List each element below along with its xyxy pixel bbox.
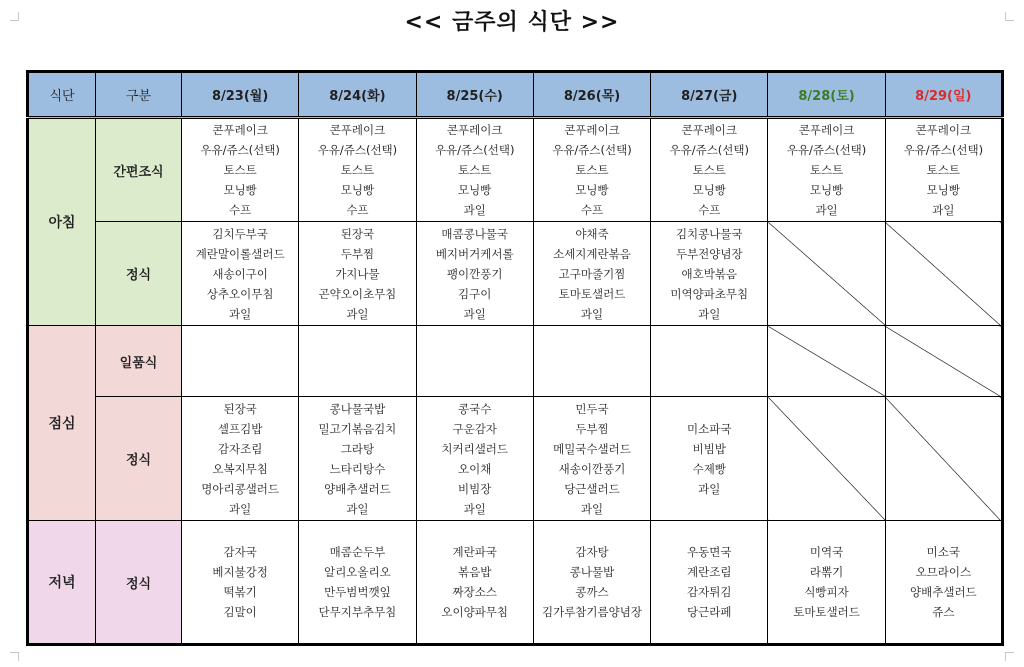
menu-item: 매콤콩나물국 [441, 226, 509, 241]
menu-item: 과일 [463, 306, 486, 321]
menu-item: 우동면국 [687, 545, 732, 559]
menu-item: 콘푸레이크 [915, 123, 972, 137]
menu-item: 콩나물국밥 [329, 401, 386, 416]
menu-item: 모닝빵 [458, 183, 492, 197]
type-label-breakfast-light: 간편조식 [96, 118, 182, 222]
menu-item: 단무지부추무침 [318, 605, 397, 619]
empty-cell [533, 326, 650, 397]
menu-item: 구운감자 [452, 421, 497, 436]
header-day-sun: 8/29(일) [885, 72, 1002, 118]
menu-item: 우유/쥬스(선택) [200, 143, 280, 157]
menu-item: 우유/쥬스(선택) [903, 143, 984, 157]
menu-item: 과일 [229, 501, 252, 516]
meal-label-dinner: 저녁 [28, 521, 96, 645]
menu-cell [182, 397, 299, 521]
menu-cell [533, 521, 650, 645]
type-label-lunch-regular: 정식 [96, 397, 182, 521]
menu-item: 모닝빵 [575, 183, 609, 197]
menu-item: 새송이구이 [212, 266, 268, 281]
menu-cell [416, 397, 533, 521]
menu-item: 애호박볶음 [681, 266, 738, 281]
empty-cell-slash [885, 222, 1002, 326]
menu-cell [651, 397, 768, 521]
menu-item: 오복지무침 [212, 461, 268, 476]
menu-item: 콘푸레이크 [564, 123, 620, 137]
menu-item: 당근라페 [687, 605, 732, 619]
menu-item: 메밀국수샐러드 [553, 441, 631, 456]
menu-item: 수프 [346, 203, 369, 217]
menu-item: 토마토샐러드 [558, 286, 626, 301]
menu-item: 된장국 [223, 401, 257, 416]
header-day-wed: 8/25(수) [416, 72, 533, 118]
menu-item: 김말이 [223, 605, 257, 619]
menu-item: 양배추샐러드 [910, 585, 977, 599]
menu-item: 느타리탕수 [329, 461, 386, 476]
menu-item: 토스트 [926, 163, 960, 177]
menu-item: 수프 [229, 203, 252, 217]
menu-item: 식빵피자 [804, 585, 849, 599]
menu-item: 토스트 [223, 163, 257, 177]
menu-item: 두부전양념장 [675, 246, 743, 261]
header-day-tue: 8/24(화) [299, 72, 416, 118]
menu-item: 밀고기볶음김치 [318, 421, 397, 436]
menu-item: 감자튀김 [687, 585, 732, 599]
empty-cell [416, 326, 533, 397]
menu-item: 비빔장 [458, 481, 492, 496]
menu-item: 베지불강정 [212, 565, 268, 579]
menu-item: 김치두부국 [212, 226, 268, 241]
meal-label-lunch: 점심 [28, 326, 96, 521]
menu-item: 콘푸레이크 [446, 123, 503, 137]
menu-item: 콩나물밥 [569, 565, 615, 579]
menu-item: 과일 [580, 306, 604, 321]
menu-item: 모닝빵 [926, 183, 960, 197]
menu-item: 콩까스 [575, 585, 609, 599]
menu-item: 토스트 [458, 163, 492, 177]
menu-cell [416, 222, 533, 326]
menu-cell [533, 118, 650, 222]
menu-cell [885, 521, 1002, 645]
header-type: 구분 [96, 72, 182, 118]
menu-item: 과일 [346, 306, 369, 321]
menu-item: 셀프김밥 [217, 421, 263, 436]
menu-item: 과일 [932, 203, 955, 217]
menu-item: 당근샐러드 [564, 481, 620, 496]
menu-item: 소세지계란볶음 [553, 246, 631, 261]
dinner-regular-row [28, 521, 1003, 645]
menu-item: 오이양파무침 [441, 605, 509, 619]
empty-cell [299, 326, 416, 397]
menu-item: 만두범벅깻잎 [324, 585, 391, 599]
empty-cell [651, 326, 768, 397]
header-row [28, 72, 1003, 118]
menu-cell [533, 397, 650, 521]
menu-cell [768, 118, 885, 222]
menu-item: 미역국 [809, 545, 844, 559]
header-day-fri: 8/27(금) [651, 72, 768, 118]
menu-item: 그라탕 [340, 441, 375, 456]
menu-item: 베지버거케서롤 [435, 246, 514, 261]
header-meal: 식단 [28, 72, 96, 118]
menu-cell [182, 222, 299, 326]
menu-item: 수프 [698, 203, 721, 217]
menu-item: 곤약오이초무침 [318, 286, 397, 301]
meal-label-breakfast: 아침 [28, 118, 96, 326]
crop-mark-bottom-left [10, 652, 19, 661]
menu-item: 가지나물 [335, 266, 380, 281]
menu-item: 토스트 [809, 163, 844, 177]
menu-item: 비빔밥 [692, 441, 726, 456]
menu-item: 두부찜 [340, 246, 375, 261]
menu-cell [299, 521, 416, 645]
empty-cell-slash [768, 326, 885, 397]
menu-item: 우유/쥬스(선택) [552, 143, 632, 157]
menu-item: 된장국 [340, 226, 375, 241]
menu-item: 콘푸레이크 [212, 123, 268, 137]
menu-item: 김치콩나물국 [675, 226, 743, 241]
menu-item: 민두국 [575, 401, 609, 416]
page-title: << 금주의 식단 >> [404, 10, 620, 35]
menu-item: 콘푸레이크 [798, 123, 855, 137]
menu-item: 과일 [463, 501, 486, 516]
menu-item: 고구마줄기찜 [558, 266, 626, 281]
menu-item: 콘푸레이크 [329, 123, 386, 137]
header-day-sat: 8/28(토) [768, 72, 885, 118]
menu-item: 감자국 [223, 545, 257, 559]
menu-item: 상추오이무침 [206, 286, 274, 301]
menu-item: 과일 [346, 501, 369, 516]
menu-item: 라뽂기 [809, 565, 844, 579]
menu-item: 감자조림 [217, 441, 263, 456]
lunch-regular-row [28, 397, 1003, 521]
weekly-menu-table [26, 70, 1004, 646]
menu-cell [299, 118, 416, 222]
menu-item: 볶음밥 [458, 565, 492, 579]
type-label-lunch-single: 일품식 [96, 326, 182, 397]
menu-cell [651, 118, 768, 222]
menu-item: 과일 [580, 501, 604, 516]
menu-item: 알리오올리오 [324, 565, 391, 579]
menu-item: 오이채 [458, 461, 492, 476]
menu-item: 모닝빵 [809, 183, 844, 197]
menu-item: 모닝빵 [692, 183, 726, 197]
empty-cell-slash [768, 397, 885, 521]
menu-item: 모닝빵 [340, 183, 375, 197]
menu-item: 수제빵 [692, 461, 726, 476]
menu-item: 과일 [463, 203, 486, 217]
menu-item: 과일 [815, 203, 838, 217]
menu-item: 콘푸레이크 [681, 123, 738, 137]
crop-mark-bottom-right [1005, 652, 1014, 661]
menu-item: 명아리콩샐러드 [201, 481, 280, 496]
empty-cell [182, 326, 299, 397]
menu-item: 과일 [229, 306, 252, 321]
menu-item: 우유/쥬스(선택) [786, 143, 867, 157]
menu-item: 과일 [698, 481, 721, 496]
header-day-mon: 8/23(월) [182, 72, 299, 118]
menu-item: 김구이 [458, 286, 492, 301]
menu-item: 양배추샐러드 [324, 481, 391, 496]
menu-item: 모닝빵 [223, 183, 257, 197]
menu-item: 두부찜 [575, 421, 609, 436]
type-label-dinner-regular: 정식 [96, 521, 182, 645]
menu-item: 토스트 [575, 163, 609, 177]
menu-item: 콩국수 [458, 401, 492, 416]
menu-cell [768, 521, 885, 645]
menu-cell [182, 118, 299, 222]
menu-cell [182, 521, 299, 645]
menu-cell [885, 118, 1002, 222]
menu-item: 계란말이롤샐러드 [195, 246, 285, 261]
lunch-single-row [28, 326, 1003, 397]
empty-cell-slash [768, 222, 885, 326]
menu-item: 야채죽 [575, 226, 609, 241]
breakfast-light-row [28, 118, 1003, 222]
menu-item: 매콤순두부 [329, 545, 386, 559]
menu-item: 팽이깐풍기 [446, 266, 503, 281]
menu-item: 미소국 [926, 545, 960, 559]
menu-item: 짜장소스 [452, 585, 497, 599]
menu-item: 토스트 [340, 163, 375, 177]
menu-item: 과일 [698, 306, 721, 321]
type-label-breakfast-regular: 정식 [96, 222, 182, 326]
menu-item: 떡볶기 [223, 585, 257, 599]
menu-item: 계란파국 [452, 545, 497, 559]
menu-item: 계란조림 [687, 565, 732, 579]
empty-cell-slash [885, 326, 1002, 397]
menu-item: 토마토샐러드 [793, 605, 860, 619]
menu-item: 새송이깐풍기 [558, 461, 626, 476]
menu-item: 오므라이스 [915, 565, 972, 579]
menu-cell [651, 222, 768, 326]
menu-cell [416, 521, 533, 645]
breakfast-regular-row [28, 222, 1003, 326]
menu-item: 우유/쥬스(선택) [317, 143, 398, 157]
menu-cell [416, 118, 533, 222]
menu-item: 감자탕 [575, 545, 609, 559]
menu-cell [651, 521, 768, 645]
header-day-thu: 8/26(목) [533, 72, 650, 118]
menu-item: 우유/쥬스(선택) [669, 143, 750, 157]
menu-item: 치커리샐러드 [441, 441, 509, 456]
menu-item: 우유/쥬스(선택) [434, 143, 515, 157]
empty-cell-slash [885, 397, 1002, 521]
menu-item: 미역양파초무침 [670, 286, 749, 301]
menu-item: 수프 [580, 203, 604, 217]
menu-cell [533, 222, 650, 326]
menu-item: 김가루참기름양념장 [541, 605, 642, 619]
menu-cell [299, 397, 416, 521]
menu-item: 미소파국 [687, 421, 732, 436]
menu-item: 토스트 [692, 163, 726, 177]
menu-cell [299, 222, 416, 326]
menu-item: 쥬스 [932, 605, 955, 619]
